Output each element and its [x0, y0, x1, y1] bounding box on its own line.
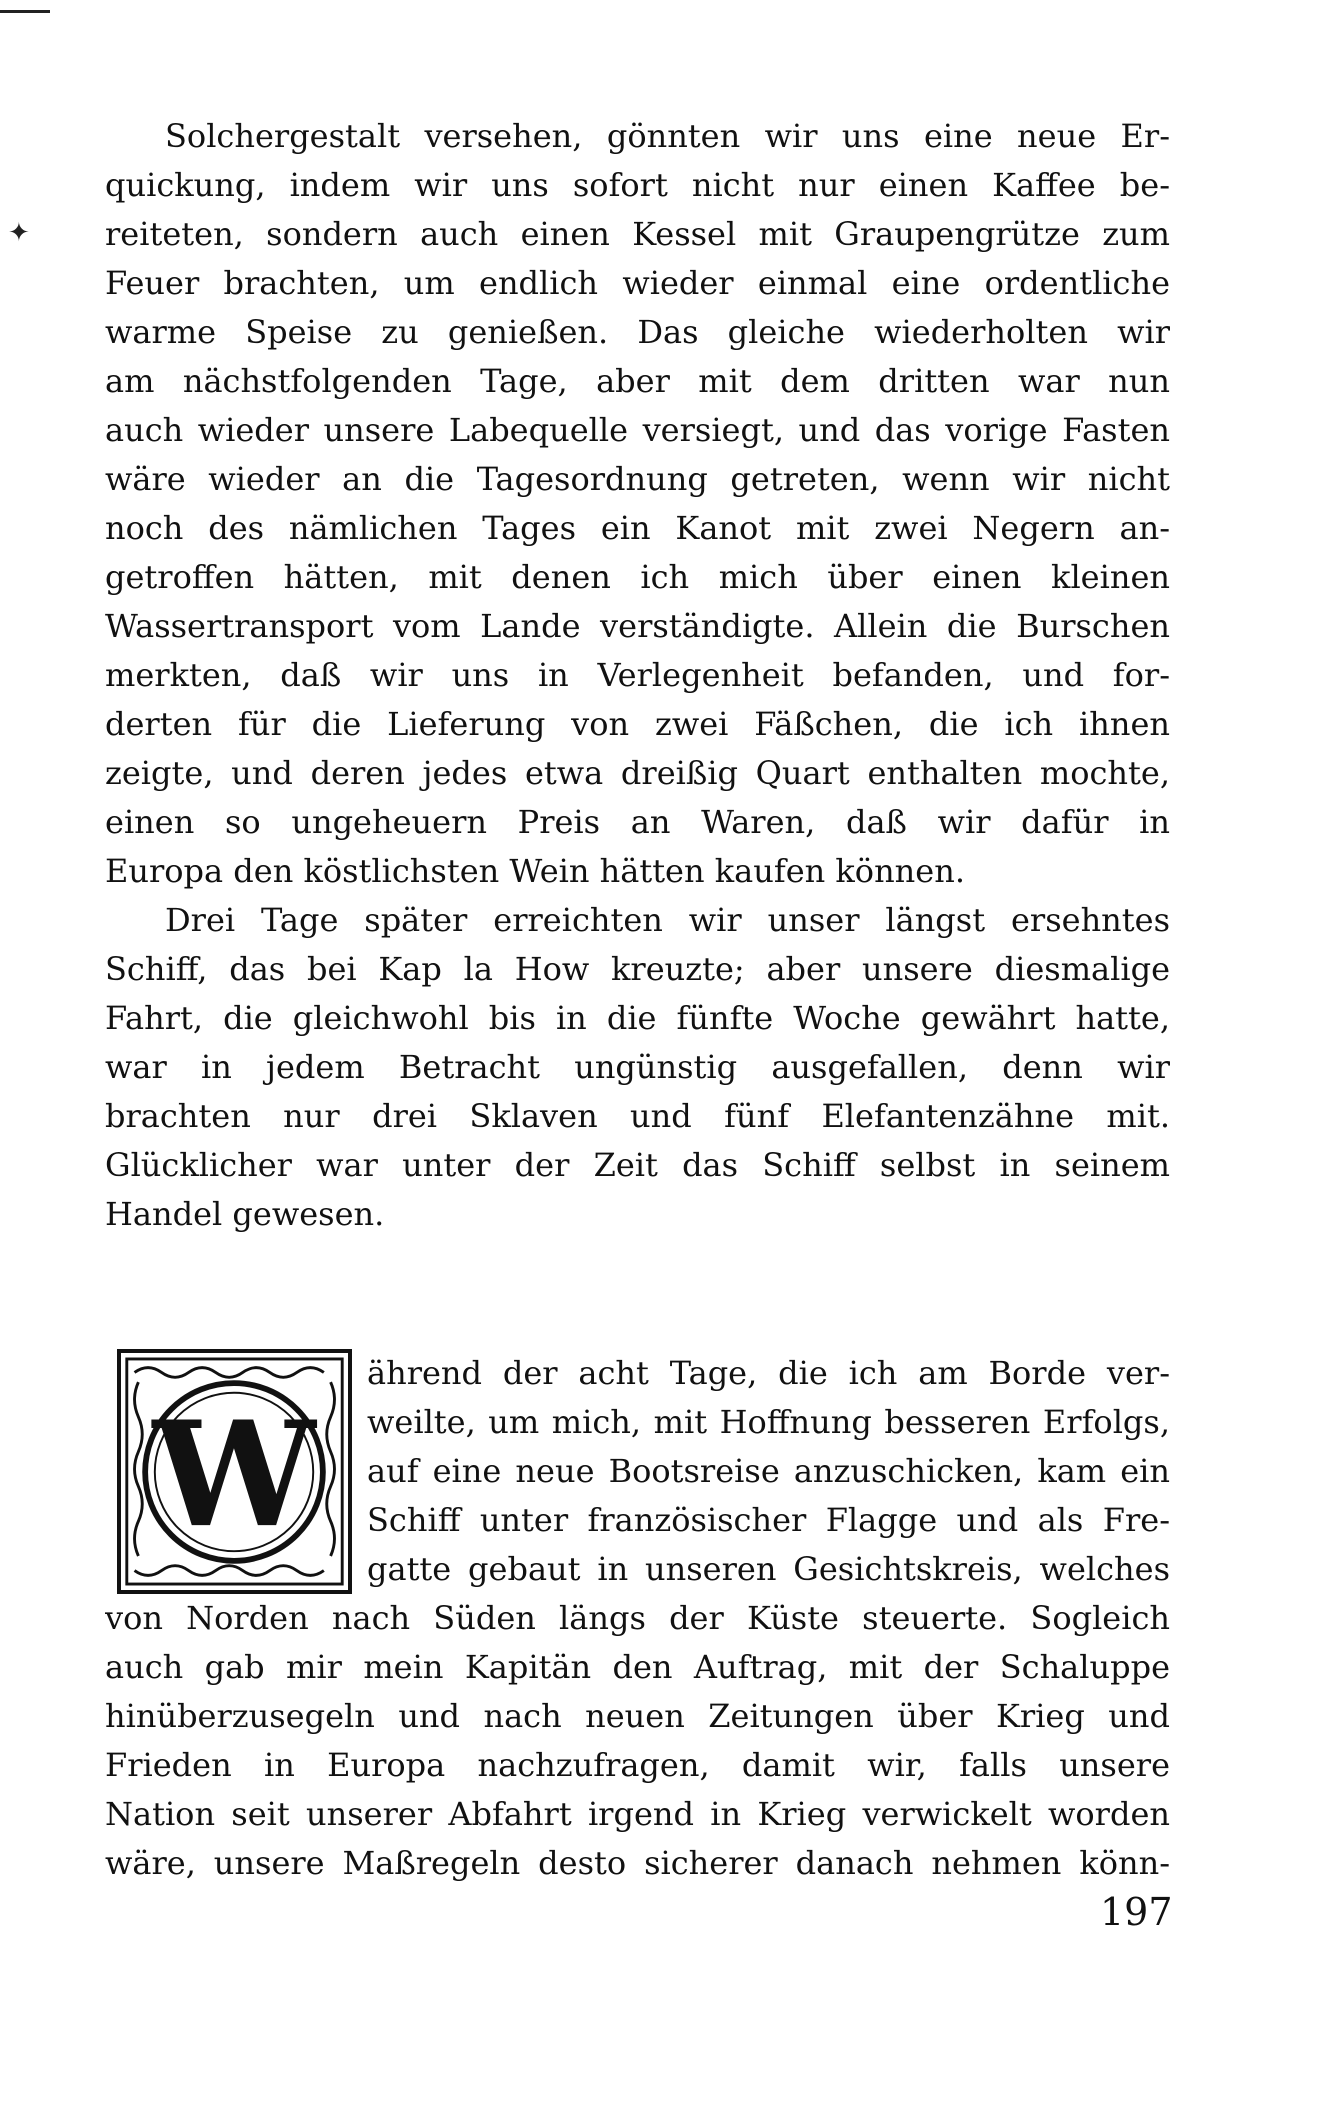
svg-text:W: W [152, 1390, 316, 1561]
text-line: weilte, um mich, mit Hoffnung besseren Erfolgs, [367, 1403, 1170, 1441]
text-line: Fahrt, die gleichwohl bis in die fünfte Woche gewährt hatte, [105, 999, 1170, 1037]
text-line: getroffen hätten, mit denen ich mich über einen kleinen [105, 558, 1170, 596]
text-line: reiteten, sondern auch einen Kessel mit Graupengrütze zum [105, 215, 1170, 253]
text-line: Handel gewesen. [105, 1195, 385, 1233]
text-line: auch gab mir mein Kapitän den Auftrag, mit der Schaluppe [105, 1648, 1170, 1686]
text-line: brachten nur drei Sklaven und fünf Elefantenzähne mit. [105, 1097, 1170, 1135]
text-line: Schiff, das bei Kap la How kreuzte; aber unsere diesmalige [105, 950, 1170, 988]
text-line: war in jedem Betracht ungünstig ausgefallen, denn wir [105, 1048, 1170, 1086]
text-line: Glücklicher war unter der Zeit das Schiff selbst in seinem [105, 1146, 1170, 1184]
text-line: wäre, unsere Maßregeln desto sicherer danach nehmen könn- [105, 1844, 1170, 1882]
text-line: Feuer brachten, um endlich wieder einmal eine ordentliche [105, 264, 1170, 302]
page-number: 197 [1100, 1890, 1173, 1934]
text-line: einen so ungeheuern Preis an Waren, daß wir dafür in [105, 803, 1170, 841]
paragraph-2 [105, 896, 1170, 1239]
text-line: derten für die Lieferung von zwei Fäßchen, die ich ihnen [105, 705, 1170, 743]
text-line: hinüberzusegeln und nach neuen Zeitungen über Krieg und [105, 1697, 1170, 1735]
text-line: Wassertransport vom Lande verständigte. Allein die Burschen [105, 607, 1170, 645]
text-line: Frieden in Europa nachzufragen, damit wir, falls unsere [105, 1746, 1170, 1784]
section-gap [105, 1239, 1170, 1349]
text-line: Solchergestalt versehen, gönnten wir uns eine neue Er- [165, 117, 1170, 155]
text-line: ährend der acht Tage, die ich am Borde ver- [367, 1354, 1170, 1392]
text-line: Drei Tage später erreichten wir unser längst ersehntes [165, 901, 1170, 939]
ornamental-initial-w [117, 1349, 352, 1594]
paragraph-1 [105, 112, 1170, 896]
text-line: noch des nämlichen Tages ein Kanot mit zwei Negern an- [105, 509, 1170, 547]
text-line: auch wieder unsere Labequelle versiegt, und das vorige Fasten [105, 411, 1170, 449]
text-line: Nation seit unserer Abfahrt irgend in Krieg verwickelt worden [105, 1795, 1170, 1833]
ornamental-initial-graphic [121, 1353, 348, 1590]
text-line: quickung, indem wir uns sofort nicht nur einen Kaffee be- [105, 166, 1170, 204]
text-line: Europa den köstlichsten Wein hätten kaufen können. [105, 852, 965, 890]
corner-scan-mark [0, 10, 50, 13]
text-line: wäre wieder an die Tagesordnung getreten, wenn wir nicht [105, 460, 1170, 498]
margin-ornament: ✦ [8, 218, 30, 248]
text-line: von Norden nach Süden längs der Küste steuerte. Sogleich [105, 1599, 1170, 1637]
text-line: merkten, daß wir uns in Verlegenheit befanden, und for- [105, 656, 1170, 694]
paragraph-3 [105, 1349, 1170, 1888]
text-line: warme Speise zu genießen. Das gleiche wiederholten wir [105, 313, 1170, 351]
page-text [105, 112, 1170, 1888]
text-line: Schiff unter französischer Flagge und als Fre- [367, 1501, 1170, 1539]
text-line: auf eine neue Bootsreise anzuschicken, kam ein [367, 1452, 1170, 1490]
text-line: zeigte, und deren jedes etwa dreißig Quart enthalten mochte, [105, 754, 1170, 792]
text-line: gatte gebaut in unseren Gesichtskreis, welches [367, 1550, 1170, 1588]
text-line: am nächstfolgenden Tage, aber mit dem dritten war nun [105, 362, 1170, 400]
